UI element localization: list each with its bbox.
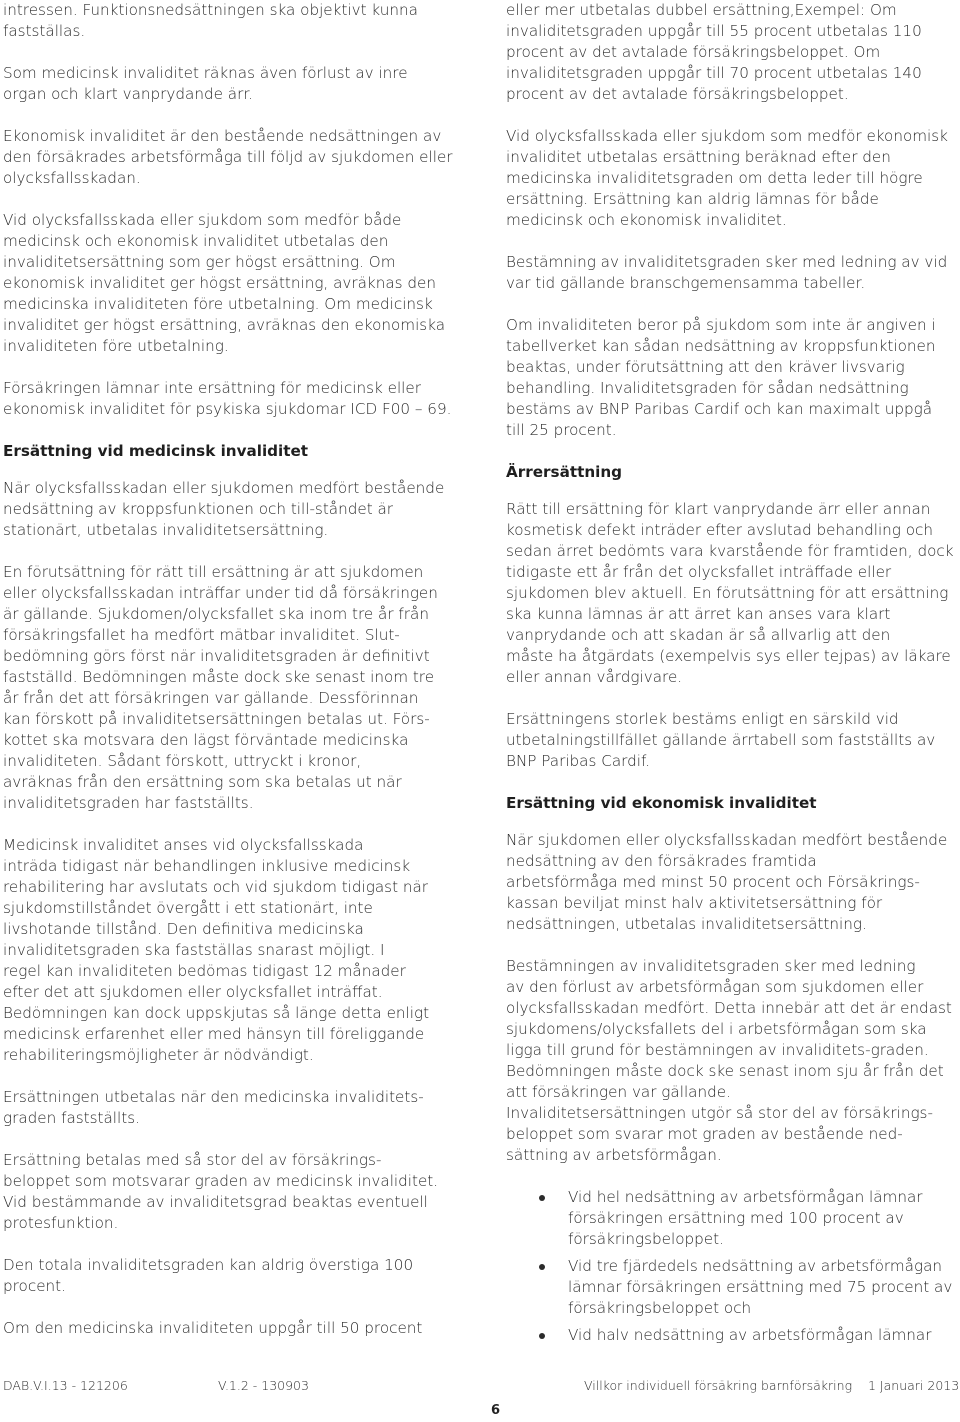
paragraph: Försäkringen lämnar inte ersättning för medicinsk eller ekonomisk invaliditet för psykiska sjukdomar ICD F00 – 69. — [3, 379, 452, 418]
section-heading-medicinsk-invaliditet: Ersättning vid medicinsk invaliditet — [3, 442, 309, 460]
footer-title: Villkor individuell försäkring barnförsäkring — [584, 1378, 853, 1393]
footer-doc-code: DAB.V.I.13 - 121206 — [3, 1378, 128, 1393]
paragraph: Om invaliditeten beror på sjukdom som inte är angiven i tabellverket kan sådan nedsättning av kroppsfunktionen beaktas, under förutsättning att den kräver livsvarig behandling. Invaliditetsgraden för sådan nedsättning bestäms av BNP Paribas Cardif och kan maximalt uppgå till 25 procent. — [506, 316, 936, 439]
paragraph: Ersättningen utbetalas när den medicinska invaliditets- graden fastställts. — [3, 1088, 424, 1127]
paragraph: Rätt till ersättning för klart vanprydande ärr eller annan kosmetisk defekt inträder efter avslutad behandling och sedan ärret bedömts vara kvarstående för framtiden, dock tidigaste ett år från det olycksfallet inträffade eller sjukdomen blev aktuell. En förutsättning för att ersättning ska kunna lämnas är att ärret kan anses vara klart vanprydande och att skadan är så allvarlig att den måste ha åtgärdats (exempelvis sys eller tejpas) av läkare eller annan vårdgivare. — [506, 500, 954, 686]
paragraph: Vid olycksfallsskada eller sjukdom som medför ekonomisk invaliditet utbetalas ersättning beräknad efter den medicinska invaliditetsgraden om detta leder till högre ersättning. Ersättning kan aldrig lämnas för både medicinsk och ekonomisk invaliditet. — [506, 127, 948, 229]
footer-version: V.1.2 - 130903 — [218, 1378, 309, 1393]
paragraph: När sjukdomen eller olycksfallsskadan medfört bestående nedsättning av den försäkrades framtida arbetsförmåga med minst 50 procent och Försäkrings- kassan beviljat minst halv aktivitetsersättning för nedsättningen, utbetalas invaliditetsersättning. — [506, 831, 948, 933]
paragraph: Invaliditetsersättningen utgör så stor del av försäkrings- beloppet som svarar mot graden av bestående ned- sättning av arbetsförmågan. — [506, 1104, 933, 1164]
bullet-item: Vid halv nedsättning av arbetsförmågan lämnar — [568, 1325, 958, 1346]
right-column — [506, 0, 958, 1352]
paragraph: eller mer utbetalas dubbel ersättning,Exempel: Om invaliditetsgraden uppgår till 55 procent utbetalas 110 procent av det avtalade försäkringsbeloppet. Om invaliditetsgraden uppgår till 70 procent utbetalas 140 procent av det avtalade försäkringsbeloppet. — [506, 1, 922, 103]
bullet-list — [506, 1187, 958, 1346]
paragraph: Som medicinsk invaliditet räknas även förlust av inre organ och klart vanprydande ärr. — [3, 64, 408, 103]
left-column — [3, 0, 471, 1360]
paragraph: Ersättningens storlek bestäms enligt en särskild vid utbetalningstillfället gällande ärrtabell som fastställts av BNP Paribas Cardif. — [506, 710, 936, 770]
bullet-item: Vid tre fjärdedels nedsättning av arbetsförmågan lämnar försäkringen ersättning med 75 procent av försäkringsbeloppet och — [568, 1256, 958, 1319]
paragraph: Vid olycksfallsskada eller sjukdom som medför både medicinsk och ekonomisk invaliditet utbetalas den invaliditetsersättning som ger högst ersättning. Om ekonomisk invaliditet ger högst ersättning, avräknas den medicinska invaliditeten före utbetalning. Om medicinsk invaliditet ger högst ersättning, avräknas den ekonomiska invaliditeten före utbetalning. — [3, 211, 446, 355]
page-footer — [0, 1374, 960, 1398]
paragraph: Ersättning betalas med så stor del av försäkrings- beloppet som motsvarar graden av medicinsk invaliditet. Vid bestämmande av invaliditetsgrad beaktas eventuell protesfunktion. — [3, 1151, 439, 1232]
paragraph: När olycksfallsskadan eller sjukdomen medfört bestående nedsättning av kroppsfunktionen och till-ståndet är stationärt, utbetalas invaliditetsersättning. — [3, 479, 445, 539]
paragraph: Ekonomisk invaliditet är den bestående nedsättningen av den försäkrades arbetsförmåga till följd av sjukdomen eller olycksfallsskadan. — [3, 127, 453, 187]
paragraph: En förutsättning för rätt till ersättning är att sjukdomen eller olycksfallsskadan inträffar under tid då försäkringen är gällande. Sjukdomen/olycksfallet ska inom tre år från försäkringsfallet ha medfört mätbar invaliditet. Slut- bedömning görs först när invaliditetsgraden är definitivt fastställd. Bedömningen måste dock ske senast inom tre år från det att försäkringen var gällande. Dessförinnan kan förskott på invaliditetsersättningen betalas ut. Förs- kottet ska motsvara den lägst förväntade medicinska invaliditeten. Sådant förskott, uttryckt i kronor, avräknas från den ersättning som ska betalas ut när invaliditetsgraden har fastställts. — [3, 563, 438, 812]
paragraph: Den totala invaliditetsgraden kan aldrig överstiga 100 procent. — [3, 1256, 414, 1295]
paragraph: Bestämningen av invaliditetsgraden sker med ledning av den förlust av arbetsförmågan som sjukdomen eller olycksfallsskadan medfört. Detta innebär att det är endast sjukdomens/olycksfallets del i arbetsförmågan som ska ligga till grund för bestämningen av invaliditets-graden. Bedömningen måste dock ske senast inom sju år från det att försäkringen var gällande. — [506, 957, 952, 1101]
page-number: 6 — [491, 1403, 501, 1418]
paragraph: Medicinsk invaliditet anses vid olycksfallsskada inträda tidigast när behandlingen inklusive medicinsk rehabilitering har avslutats och vid sjukdom tidigast när sjukdomstillståndet övergått i ett stationärt, inte livshotande tillstånd. Den definitiva medicinska invaliditetsgraden ska fastställas snarast möjligt. I regel kan invaliditeten bedömas tidigast 12 månader efter det att sjukdomen eller olycksfallet inträffat. Bedömningen kan dock uppskjutas så länge detta enligt medicinsk erfarenhet eller med hänsyn till föreliggande rehabiliteringsmöjligheter är nödvändigt. — [3, 836, 430, 1064]
paragraph: intressen. Funktionsnedsättningen ska objektivt kunna fastställas. — [3, 1, 418, 40]
section-heading-arrersattning: Ärrersättning — [506, 463, 623, 481]
bullet-item: Vid hel nedsättning av arbetsförmågan lämnar försäkringen ersättning med 100 procent av försäkringsbeloppet. — [568, 1187, 958, 1250]
footer-date: 1 Januari 2013 — [868, 1378, 960, 1393]
section-heading-ekonomisk-invaliditet: Ersättning vid ekonomisk invaliditet — [506, 794, 817, 812]
paragraph: Bestämning av invaliditetsgraden sker med ledning av vid var tid gällande branschgemensamma tabeller. — [506, 253, 948, 292]
paragraph: Om den medicinska invaliditeten uppgår till 50 procent — [3, 1319, 423, 1337]
